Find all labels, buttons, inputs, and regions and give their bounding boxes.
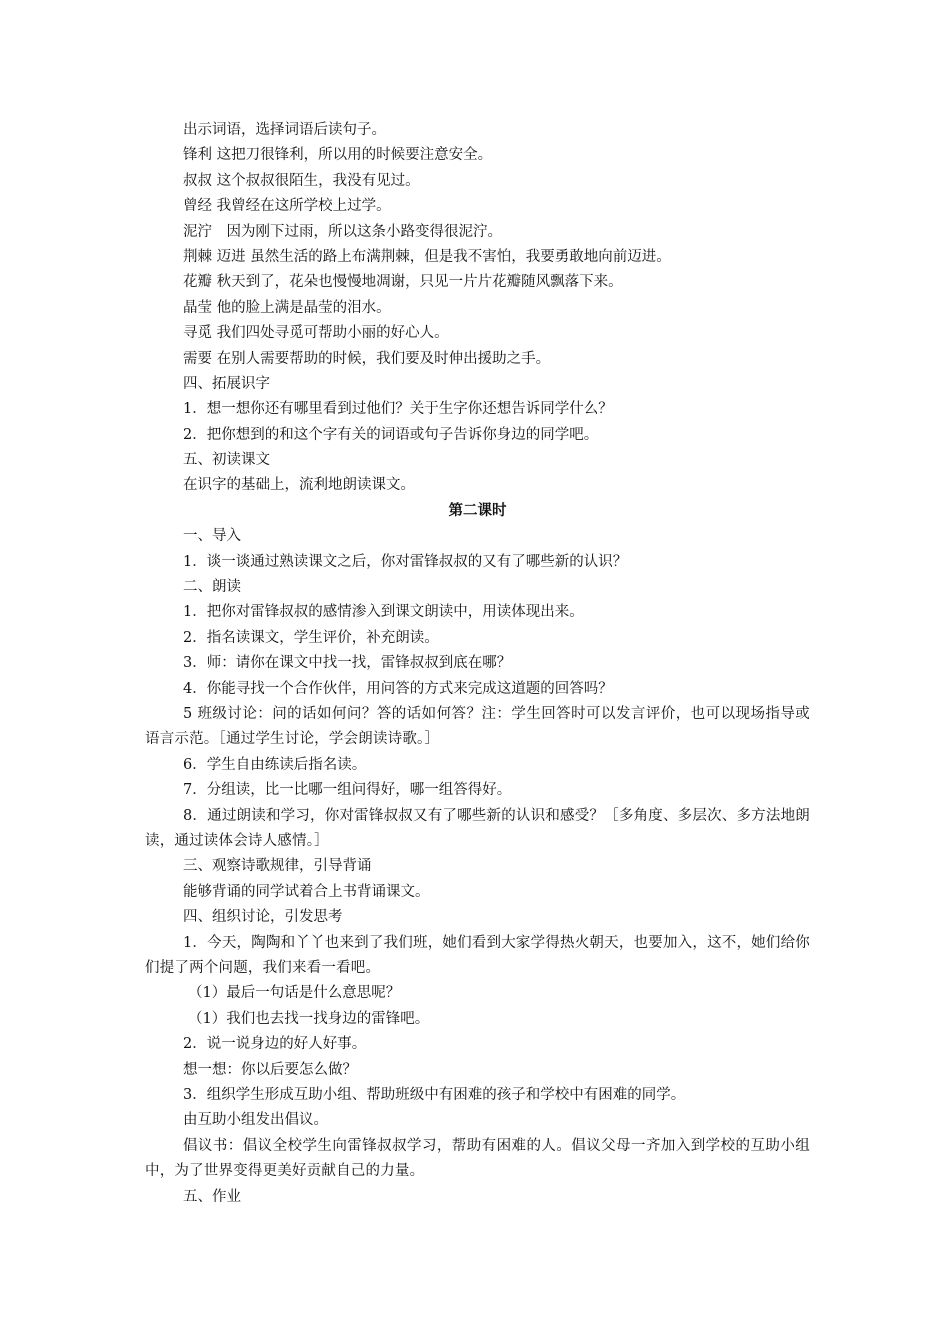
vocab-line: 锋利 这把刀很锋利，所以用的时候要注意安全。 [183,147,493,164]
text-line: 6．学生自由练读后指名读。 [183,756,367,773]
text-line: 由互助小组发出倡议。 [183,1112,328,1129]
section-heading: 五、初读课文 [183,452,270,469]
text-line: 7．分组读，比一比哪一组问得好，哪一组答得好。 [183,782,512,799]
vocab-line: 泥泞 因为刚下过雨，所以这条小路变得很泥泞。 [183,223,502,240]
paragraph-visitors: 1．今天，陶陶和丫丫也来到了我们班，她们看到大家学得热火朝天，也要加入，这不，她们给你们提了两个问题，我们来看一看吧。 [145,934,810,976]
section-heading: 二、朗读 [183,579,241,596]
text-line: 出示词语，选择词语后读句子。 [183,122,386,138]
paragraph-proposal: 倡议书：倡议全校学生向雷锋叔叔学习，帮助有困难的人。倡议父母一齐加入到学校的互助小组中，为了世界变得更美好贡献自己的力量。 [145,1137,810,1180]
sub-item: （1）最后一句话是什么意思呢？ [188,985,401,1002]
text-line: 3．组织学生形成互助小组、帮助班级中有困难的孩子和学校中有困难的同学。 [183,1086,686,1103]
vocab-line: 寻觅 我们四处寻觅可帮助小丽的好心人。 [183,325,449,342]
vocab-line: 需要 在别人需要帮助的时候，我们要及时伸出援助之手。 [183,350,551,367]
section-heading: 一、导入 [183,528,241,545]
text-line: 2．指名读课文，学生评价，补充朗读。 [183,629,439,646]
paragraph-discussion: 5 班级讨论：问的话如何问？答的话如何答？注：学生回答时可以发言评价，也可以现场指导或语言示范。［通过学生讨论，学会朗读诗歌。］ [145,705,810,748]
document-body [145,118,810,1210]
paragraph-reading: 8．通过朗读和学习，你对雷锋叔叔又有了哪些新的认识和感受？［多角度、多层次、多方法地朗读，通过读体会诗人感情。］ [145,807,810,849]
text-line: 3．师：请你在课文中找一找，雷锋叔叔到底在哪？ [183,655,512,672]
section-heading: 五、作业 [183,1188,241,1205]
section-heading: 四、拓展识字 [183,375,270,392]
lesson-title: 第二课时 [448,502,507,519]
vocab-line: 叔叔 这个叔叔很陌生，我没有见过。 [183,172,420,189]
text-line: 在识字的基础上，流利地朗读课文。 [183,477,415,494]
vocab-line: 曾经 我曾经在这所学校上过学。 [183,198,391,215]
vocab-line: 荆棘 迈进 虽然生活的路上布满荆棘，但是我不害怕，我要勇敢地向前迈进。 [183,248,671,265]
section-heading: 三、观察诗歌规律，引导背诵 [183,858,372,875]
text-line: 2．把你想到的和这个字有关的词语或句子告诉你身边的同学吧。 [183,426,599,443]
text-line: 1．谈一谈通过熟读课文之后，你对雷锋叔叔的又有了哪些新的认识？ [183,553,628,570]
text-line: 想一想：你以后要怎么做？ [183,1061,357,1078]
vocab-line: 晶莹 他的脸上满是晶莹的泪水。 [183,299,391,316]
vocab-line: 花瓣 秋天到了，花朵也慢慢地凋谢，只见一片片花瓣随风飘落下来。 [183,274,623,291]
text-line: 1．想一想你还有哪里看到过他们？关于生字你还想告诉同学什么？ [183,401,613,418]
text-line: 4．你能寻找一个合作伙伴，用问答的方式来完成这道题的回答吗？ [183,680,613,697]
section-heading: 四、组织讨论，引发思考 [183,909,343,926]
text-line: 1．把你对雷锋叔叔的感情渗入到课文朗读中，用读体现出来。 [183,604,584,621]
text-line: 2．说一说身边的好人好事。 [183,1036,367,1053]
sub-item: （1）我们也去找一找身边的雷锋吧。 [188,1010,430,1027]
text-line: 能够背诵的同学试着合上书背诵课文。 [183,883,430,900]
